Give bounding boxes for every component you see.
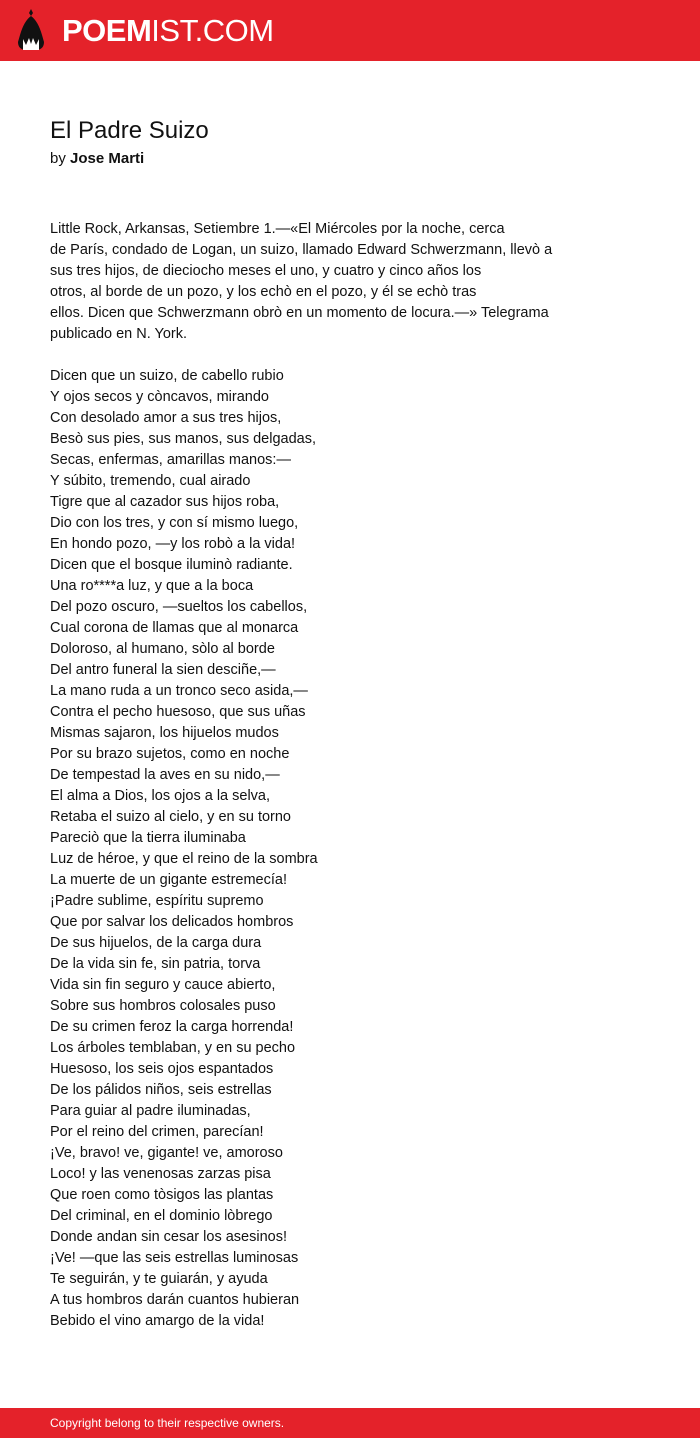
poem-line: Contra el pecho huesoso, que sus uñas bbox=[50, 704, 306, 720]
site-logo[interactable] bbox=[62, 12, 274, 50]
logo-light-text: IST.COM bbox=[151, 13, 274, 48]
stanza-break bbox=[50, 345, 650, 366]
poem-line: Loco! y las venenosas zarzas pisa bbox=[50, 1166, 271, 1182]
poem-title: El Padre Suizo bbox=[50, 117, 209, 144]
byline bbox=[50, 148, 144, 170]
poem-line: publicado en N. York. bbox=[50, 326, 188, 342]
poem-line: Para guiar al padre iluminadas, bbox=[50, 1103, 251, 1119]
poem-line: Que por salvar los delicados hombros bbox=[50, 914, 294, 930]
poem-line: de París, condado de Logan, un suizo, llamado Edward Schwerzmann, llevò a bbox=[50, 242, 553, 258]
poem-line: Con desolado amor a sus tres hijos, bbox=[50, 410, 282, 426]
poem-line: Por el reino del crimen, parecían! bbox=[50, 1124, 264, 1140]
poem-line: Little Rock, Arkansas, Setiembre 1.—«El Miércoles por la noche, cerca bbox=[50, 221, 505, 237]
poem-line: Secas, enfermas, amarillas manos:— bbox=[50, 452, 291, 468]
pencil-icon[interactable] bbox=[17, 9, 45, 52]
poem-line: Besò sus pies, sus manos, sus delgadas, bbox=[50, 431, 316, 447]
site-header bbox=[0, 0, 700, 61]
poem-line: Cual corona de llamas que al monarca bbox=[50, 620, 299, 636]
poem-line: Que roen como tòsigos las plantas bbox=[50, 1187, 274, 1203]
poem-line: Bebido el vino amargo de la vida! bbox=[50, 1313, 265, 1329]
poem-line: Huesoso, los seis ojos espantados bbox=[50, 1061, 274, 1077]
poem-line: Doloroso, al humano, sòlo al borde bbox=[50, 641, 275, 657]
poem-line: Del antro funeral la sien desciñe,— bbox=[50, 662, 276, 678]
poem-line: Tigre que al cazador sus hijos roba, bbox=[50, 494, 280, 510]
author-name[interactable]: Jose Marti bbox=[70, 150, 145, 167]
poem-line: De la vida sin fe, sin patria, torva bbox=[50, 956, 261, 972]
poem-line: Los árboles temblaban, y en su pecho bbox=[50, 1040, 296, 1056]
poem-line: De los pálidos niños, seis estrellas bbox=[50, 1082, 272, 1098]
poem-line: Mismas sajaron, los hijuelos mudos bbox=[50, 725, 279, 741]
poem-line: Y súbito, tremendo, cual airado bbox=[50, 473, 251, 489]
poem-line: ¡Padre sublime, espíritu supremo bbox=[50, 893, 264, 909]
poem-line: El alma a Dios, los ojos a la selva, bbox=[50, 788, 271, 804]
poem-line: La muerte de un gigante estremecía! bbox=[50, 872, 287, 888]
poem-line: Dicen que un suizo, de cabello rubio bbox=[50, 368, 284, 384]
poem-line: De tempestad la aves en su nido,— bbox=[50, 767, 280, 783]
poem-line: Del criminal, en el dominio lòbrego bbox=[50, 1208, 273, 1224]
poem-line: Vida sin fin seguro y cauce abierto, bbox=[50, 977, 276, 993]
poem-line: Una ro****a luz, y que a la boca bbox=[50, 578, 254, 594]
poem-line: Y ojos secos y còncavos, mirando bbox=[50, 389, 269, 405]
by-prefix: by bbox=[50, 150, 66, 167]
copyright-text: Copyright belong to their respective owners. bbox=[50, 1416, 285, 1430]
poem-line: Dicen que el bosque iluminò radiante. bbox=[50, 557, 293, 573]
site-footer bbox=[0, 1408, 700, 1438]
poem-line: De sus hijuelos, de la carga dura bbox=[50, 935, 262, 951]
poem-line: ellos. Dicen que Schwerzmann obrò en un momento de locura.—» Telegrama bbox=[50, 305, 549, 321]
poem-line: De su crimen feroz la carga horrenda! bbox=[50, 1019, 294, 1035]
poem-line: Por su brazo sujetos, como en noche bbox=[50, 746, 290, 762]
poem-line: Sobre sus hombros colosales puso bbox=[50, 998, 276, 1014]
poem-line: ¡Ve! —que las seis estrellas luminosas bbox=[50, 1250, 299, 1266]
poem-line: Donde andan sin cesar los asesinos! bbox=[50, 1229, 287, 1245]
poem-line: Te seguirán, y te guiarán, y ayuda bbox=[50, 1271, 268, 1287]
poem-line: Retaba el suizo al cielo, y en su torno bbox=[50, 809, 291, 825]
poem-line: La mano ruda a un tronco seco asida,— bbox=[50, 683, 308, 699]
poem-line: Del pozo oscuro, —sueltos los cabellos, bbox=[50, 599, 308, 615]
poem-line: sus tres hijos, de dieciocho meses el uno, y cuatro y cinco años los bbox=[50, 263, 482, 279]
poem-line: En hondo pozo, —y los robò a la vida! bbox=[50, 536, 296, 552]
poem-line: Luz de héroe, y que el reino de la sombra bbox=[50, 851, 318, 867]
poem-body bbox=[50, 219, 650, 1332]
logo-bold-text: POEM bbox=[62, 13, 152, 48]
poem-line: ¡Ve, bravo! ve, gigante! ve, amoroso bbox=[50, 1145, 283, 1161]
poem-line: Dio con los tres, y con sí mismo luego, bbox=[50, 515, 299, 531]
poem-line: otros, al borde de un pozo, y los echò en el pozo, y él se echò tras bbox=[50, 284, 477, 300]
poem-line: A tus hombros darán cuantos hubieran bbox=[50, 1292, 300, 1308]
poem-line: Pareciò que la tierra iluminaba bbox=[50, 830, 246, 846]
